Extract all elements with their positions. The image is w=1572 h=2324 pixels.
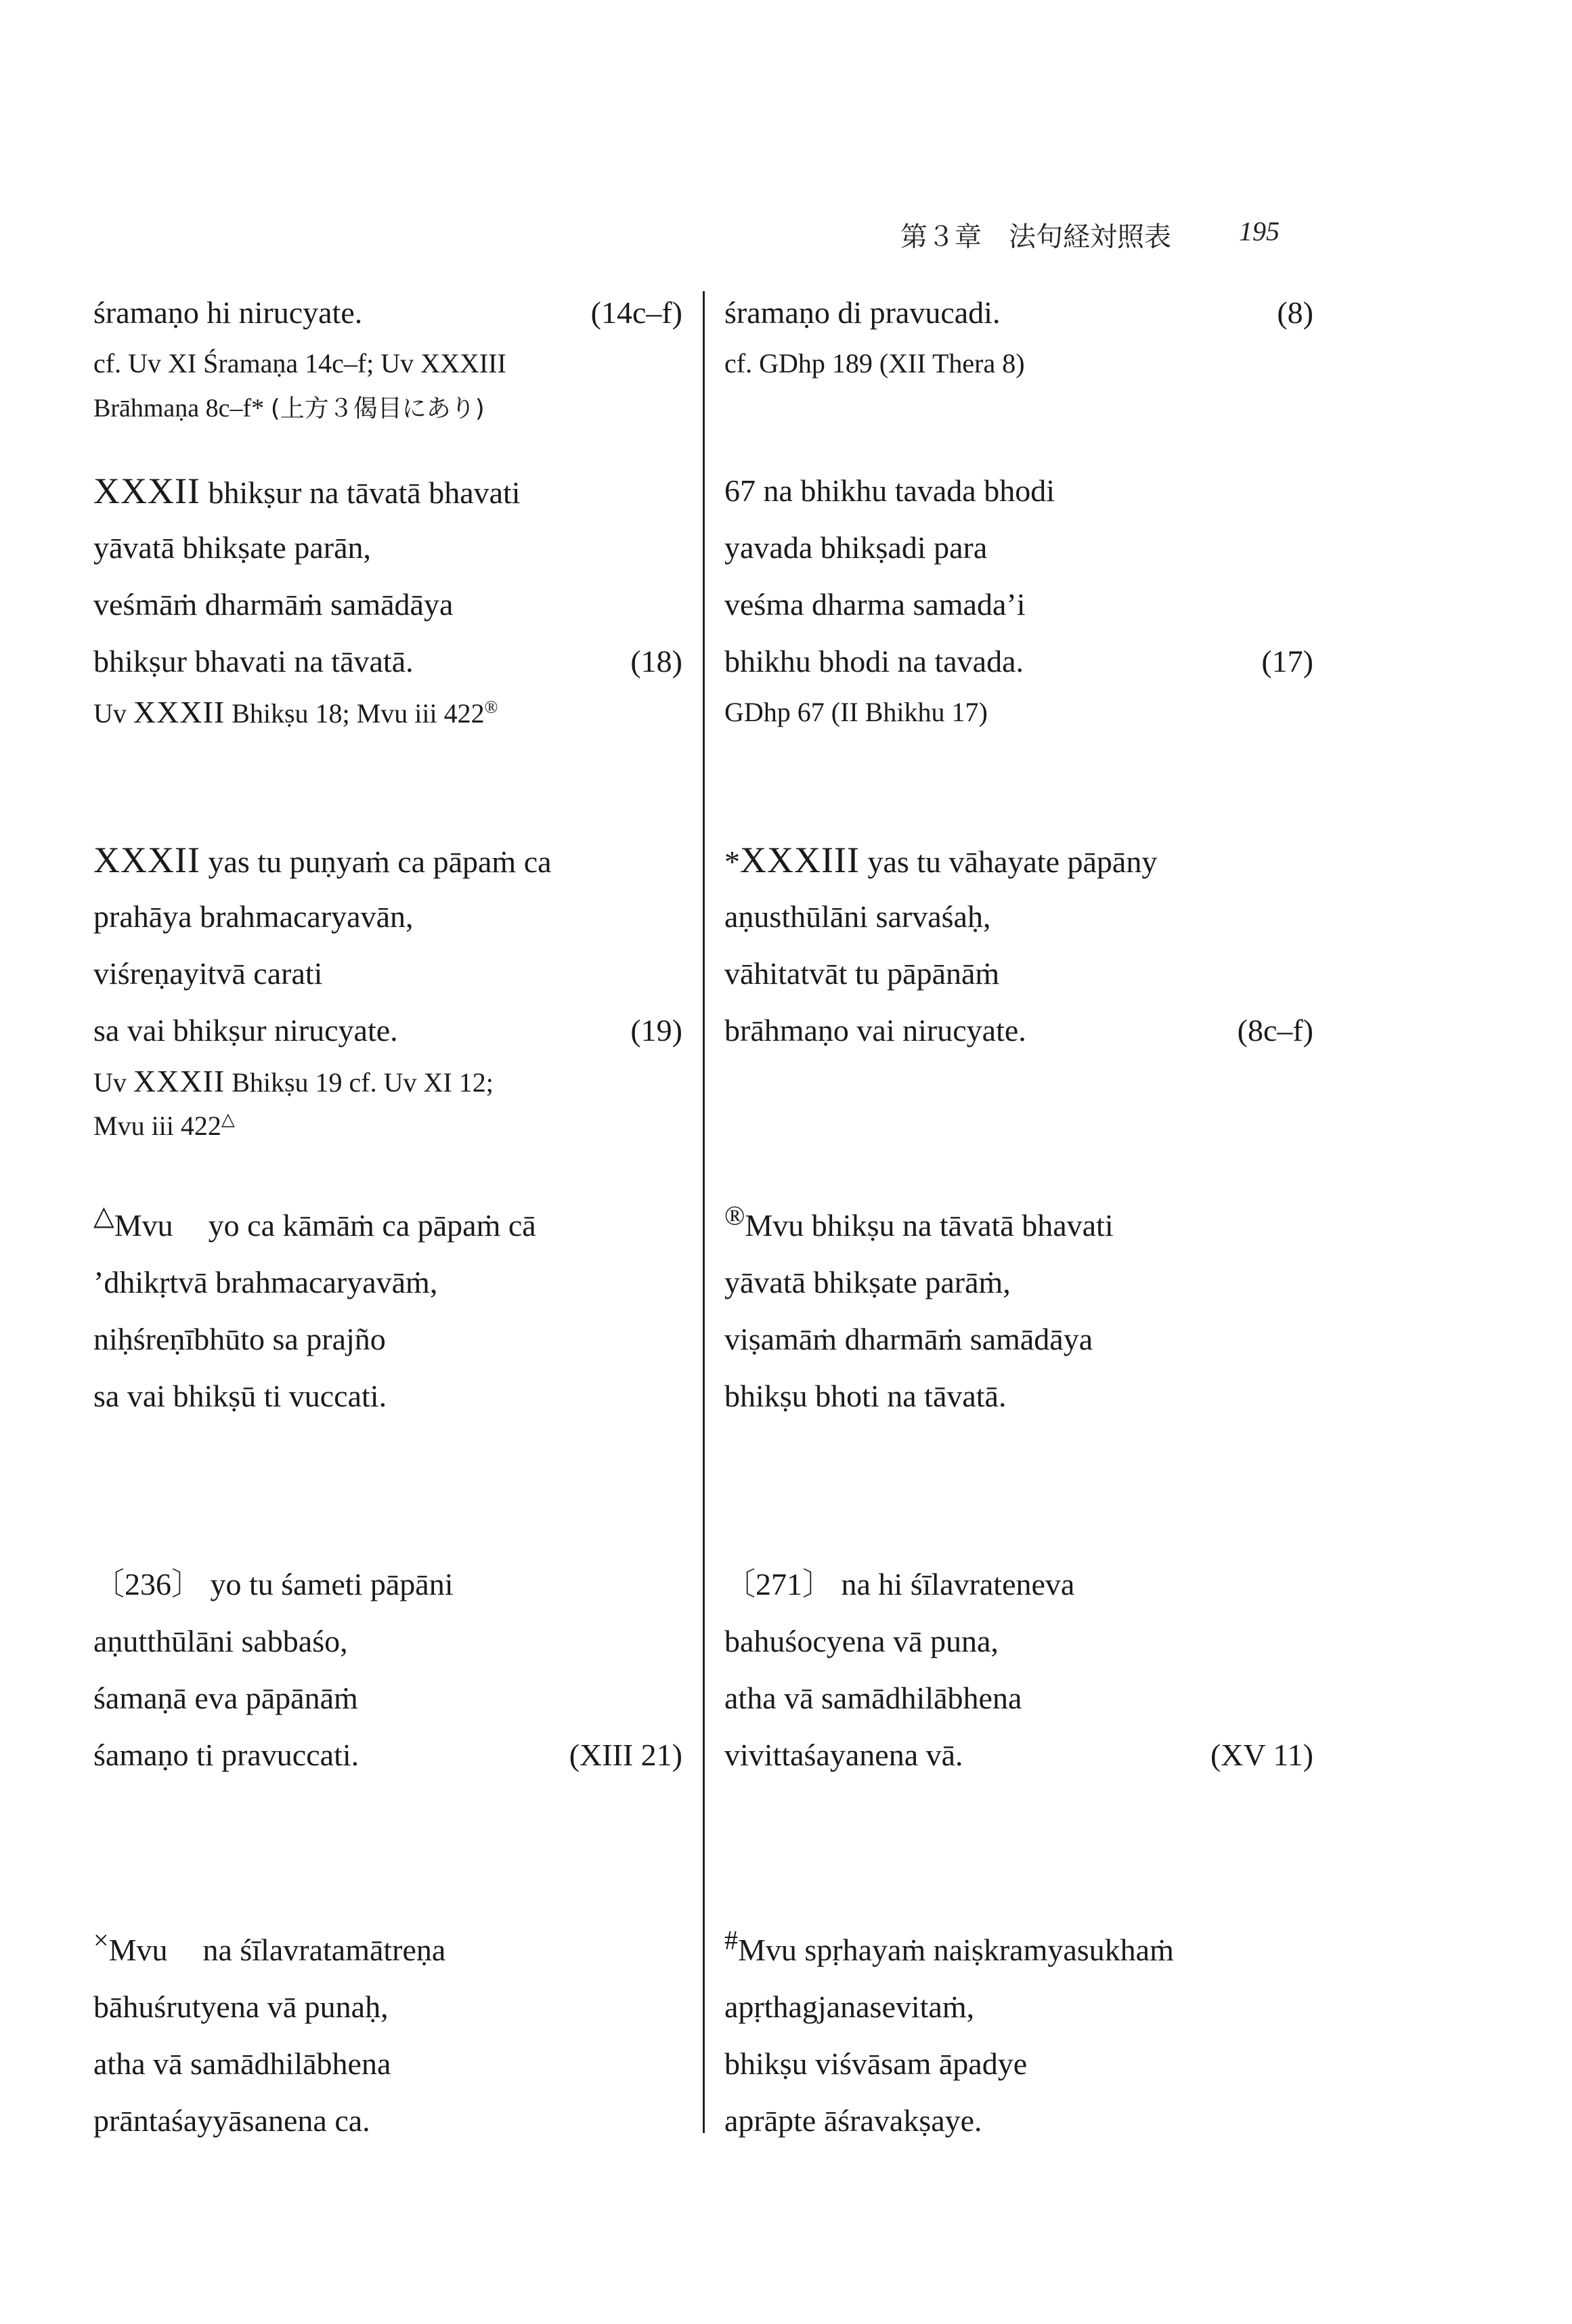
verse-number: (19)	[630, 1013, 682, 1048]
right-block-2	[724, 462, 1313, 735]
verse-line: atha vā samādhilābhena	[93, 2046, 391, 2081]
verse-line: niḥśreṇībhūto sa prajño	[93, 1322, 386, 1356]
right-block-4	[724, 1197, 1313, 1425]
verse-line: △Mvu yo ca kāmāṁ ca pāpaṁ cā	[93, 1200, 536, 1243]
left-block-6	[93, 1922, 682, 2149]
verse-line: viśreṇayitvā carati	[93, 956, 323, 991]
verse-line: vivittaśayanena vā. (XV 11)	[724, 1727, 1313, 1784]
verse-line: XXXII yas tu puṇyaṁ ca pāpaṁ ca	[93, 840, 552, 880]
left-block-1	[93, 284, 682, 431]
verse-number: (8)	[1277, 295, 1313, 330]
running-header	[900, 215, 1280, 254]
verse-number: (14c–f)	[590, 295, 682, 330]
verse-line: 〔271〕 na hi śīlavrateneva	[724, 1567, 1075, 1601]
right-block-1	[724, 284, 1313, 386]
verse-number: (18)	[630, 644, 682, 679]
verse-line: 67 na bhikhu tavada bhodi	[724, 473, 1055, 508]
verse-line: yāvatā bhikṣate parān,	[93, 530, 371, 565]
verse-line: bāhuśrutyena vā punaḥ,	[93, 1989, 389, 2024]
verse-number: (XIII 21)	[569, 1738, 682, 1772]
verse-line: prāntaśayyāsanena ca.	[93, 2103, 370, 2138]
verse-line: brāhmaṇo vai nirucyate. (8c–f)	[724, 1002, 1313, 1059]
reference: cf. GDhp 189 (XII Thera 8)	[724, 348, 1025, 379]
verse-line: vāhitatvāt tu pāpānāṁ	[724, 956, 1000, 991]
verse-line: bhikṣu bhoti na tāvatā.	[724, 1379, 1007, 1413]
verse-line: XXXII bhikṣur na tāvatā bhavati	[93, 471, 521, 511]
verse-line: śamaṇo ti pravuccati. (XIII 21)	[93, 1727, 682, 1784]
right-block-6	[724, 1922, 1313, 2149]
verse-number: (17)	[1261, 644, 1313, 679]
verse-line: prahāya brahmacaryavān,	[93, 899, 414, 934]
reference: Uv XXXII Bhikṣu 18; Mvu iii 422®	[93, 695, 498, 729]
verse-line: atha vā samādhilābhena	[724, 1681, 1022, 1715]
verse-line: sa vai bhikṣū ti vuccati.	[93, 1379, 387, 1413]
verse-line: ×Mvu na śīlavratamātreṇa	[93, 1924, 446, 1967]
verse-line: śamaṇā eva pāpānāṁ	[93, 1681, 358, 1715]
verse-line: aprāpte āśravakṣaye.	[724, 2103, 982, 2138]
verse-line: #Mvu spṛhayaṁ naiṣkramyasukhaṁ	[724, 1924, 1174, 1967]
verse-line: viṣamāṁ dharmāṁ samādāya	[724, 1322, 1093, 1356]
left-block-2	[93, 462, 682, 735]
verse-line: bahuśocyena vā puna,	[724, 1624, 999, 1658]
verse-number: (8c–f)	[1237, 1013, 1313, 1048]
right-block-3	[724, 832, 1313, 1059]
verse-line: aṇutthūlāni sabbaśo,	[93, 1624, 348, 1658]
verse-line: yāvatā bhikṣate parāṁ,	[724, 1265, 1011, 1299]
verse-line: śramaṇo hi nirucyate. (14c–f)	[93, 284, 682, 341]
verse-line: ®Mvu bhikṣu na tāvatā bhavati	[724, 1200, 1114, 1243]
left-block-5	[93, 1556, 682, 1784]
verse-line: aṇusthūlāni sarvaśaḥ,	[724, 899, 991, 934]
chapter-title: 第３章 法句経対照表	[900, 221, 1171, 253]
page-number: 195	[1239, 216, 1280, 246]
reference: Uv XXXII Bhikṣu 19 cf. Uv XI 12; Mvu iii 422△	[93, 1064, 494, 1141]
verse-line: bhikṣur bhavati na tāvatā. (18)	[93, 633, 682, 690]
verse-line: ’dhikṛtvā brahmacaryavāṁ,	[93, 1265, 438, 1299]
column-divider	[703, 291, 705, 2133]
verse-line: yavada bhikṣadi para	[724, 530, 988, 565]
right-block-5	[724, 1556, 1313, 1784]
reference: cf. Uv XI Śramaṇa 14c–f; Uv XXXIII Brāhmaṇa 8c–f* (上方３偈目にあり)	[93, 348, 506, 423]
verse-line: veśma dharma samada’i	[724, 587, 1026, 622]
reference: GDhp 67 (II Bhikhu 17)	[724, 697, 988, 727]
verse-line: śramaṇo di pravucadi. (8)	[724, 284, 1313, 341]
verse-line: *XXXIII yas tu vāhayate pāpāny	[724, 840, 1158, 880]
left-block-4	[93, 1197, 682, 1425]
verse-line: sa vai bhikṣur nirucyate. (19)	[93, 1002, 682, 1059]
verse-line: veśmāṁ dharmāṁ samādāya	[93, 587, 454, 622]
left-block-3	[93, 832, 682, 1148]
verse-line: bhikṣu viśvāsam āpadye	[724, 2046, 1028, 2081]
verse-line: bhikhu bhodi na tavada. (17)	[724, 633, 1313, 690]
verse-line: 〔236〕 yo tu śameti pāpāni	[93, 1567, 454, 1601]
verse-number: (XV 11)	[1210, 1738, 1313, 1772]
verse-line: apṛthagjanasevitaṁ,	[724, 1989, 975, 2024]
